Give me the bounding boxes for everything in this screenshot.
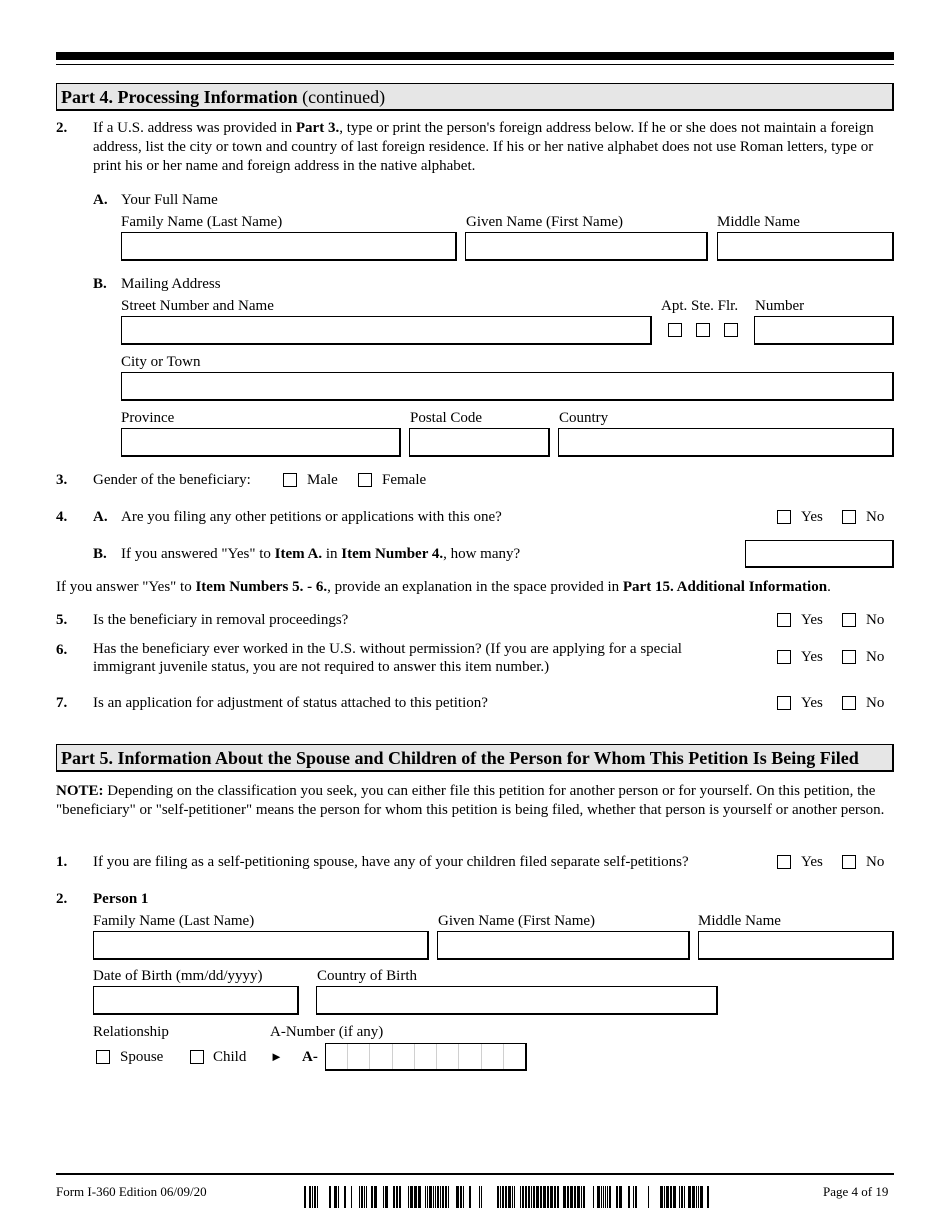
province-input[interactable] — [121, 428, 401, 457]
item4a-no-checkbox[interactable] — [842, 510, 856, 524]
item-number: 6. — [56, 642, 68, 658]
page-number: Page 4 of 19 — [823, 1184, 889, 1199]
gender-label: Gender of the beneficiary: — [93, 472, 251, 488]
no-label: No — [866, 612, 885, 628]
footer-rule — [56, 1173, 894, 1175]
street-label: Street Number and Name — [121, 298, 274, 314]
country-of-birth-label: Country of Birth — [317, 968, 417, 984]
item-number: 7. — [56, 695, 68, 711]
how-many-input[interactable] — [745, 540, 894, 568]
top-rule-thin — [56, 64, 894, 65]
street-input[interactable] — [121, 316, 652, 345]
part5-note: NOTE: Depending on the classification you seek, you can either file this petition for another person or for yourself. On this petition, the "beneficiary" or "self-petitioner" means the person for whom this petition is being filed, whether that person is yourself or another person. — [56, 783, 885, 818]
apt-ste-flr-label: Apt. Ste. Flr. — [661, 298, 739, 314]
city-label: City or Town — [121, 354, 201, 370]
explanation-note: If you answer "Yes" to Item Numbers 5. - 6., provide an explanation in the space provided in Part 15. Additional Information. — [56, 579, 831, 595]
yes-label: Yes — [801, 612, 823, 628]
item6-yes-checkbox[interactable] — [777, 650, 791, 664]
subitem-letter: A. — [93, 192, 108, 208]
item4a-question: Are you filing any other petitions or applications with this one? — [121, 509, 502, 525]
part5-item1-yes-checkbox[interactable] — [777, 855, 791, 869]
person-heading: Person 1 — [93, 891, 149, 907]
item-number: 5. — [56, 612, 68, 628]
middle-name-input[interactable] — [717, 232, 894, 261]
child-checkbox[interactable] — [190, 1050, 204, 1064]
form-edition: Form I-360 Edition 06/09/20 — [56, 1184, 207, 1199]
arrow-icon: ► — [270, 1049, 283, 1064]
a-prefix: A- — [302, 1049, 318, 1065]
no-label: No — [866, 649, 885, 665]
person1-country-of-birth-input[interactable] — [316, 986, 718, 1015]
barcode — [304, 1186, 712, 1208]
subitem-letter: B. — [93, 546, 107, 562]
part4-continued: (continued) — [297, 87, 386, 107]
given-name-label: Given Name (First Name) — [438, 913, 596, 929]
postal-code-input[interactable] — [409, 428, 550, 457]
yes-label: Yes — [801, 509, 823, 525]
item5-yes-checkbox[interactable] — [777, 613, 791, 627]
flr-checkbox[interactable] — [724, 323, 738, 337]
part5-header: Part 5. Information About the Spouse and Children of the Person for Whom This Petition Is Being Filed — [56, 744, 894, 772]
item7-question: Is an application for adjustment of status attached to this petition? — [93, 695, 488, 711]
part4-title: Part 4. Processing Information — [61, 87, 298, 107]
postal-code-label: Postal Code — [410, 410, 483, 426]
item7-yes-checkbox[interactable] — [777, 696, 791, 710]
male-label: Male — [307, 472, 338, 488]
relationship-label: Relationship — [93, 1024, 169, 1040]
middle-name-label: Middle Name — [698, 913, 781, 929]
full-name-heading: Your Full Name — [121, 192, 218, 208]
a-number-input[interactable] — [325, 1043, 527, 1071]
item2-instructions: If a U.S. address was provided in Part 3., type or print the person's foreign address below. If he or she does not maintain a foreign address, list the city or town and country of last foreign residence. If his or her native alphabet does not use Roman letters, type or print his or her name and foreign address in the native alphabet. — [93, 120, 874, 174]
spouse-checkbox[interactable] — [96, 1050, 110, 1064]
no-label: No — [866, 509, 885, 525]
part5-item1-question: If you are filing as a self-petitioning spouse, have any of your children filed separate self-petitions? — [93, 854, 689, 870]
item5-question: Is the beneficiary in removal proceedings? — [93, 612, 349, 628]
item-number: 1. — [56, 854, 68, 870]
top-rule-thick — [56, 52, 894, 60]
family-name-input[interactable] — [121, 232, 457, 261]
apt-checkbox[interactable] — [668, 323, 682, 337]
dob-label: Date of Birth (mm/dd/yyyy) — [93, 968, 263, 984]
male-checkbox[interactable] — [283, 473, 297, 487]
female-label: Female — [382, 472, 427, 488]
female-checkbox[interactable] — [358, 473, 372, 487]
item4a-yes-checkbox[interactable] — [777, 510, 791, 524]
no-label: No — [866, 695, 885, 711]
ste-checkbox[interactable] — [696, 323, 710, 337]
part5-item1-no-checkbox[interactable] — [842, 855, 856, 869]
item-number: 2. — [56, 891, 68, 907]
given-name-label: Given Name (First Name) — [466, 214, 624, 230]
middle-name-label: Middle Name — [717, 214, 800, 230]
item-number: 4. — [56, 509, 68, 525]
yes-label: Yes — [801, 695, 823, 711]
item4b-question: If you answered "Yes" to Item A. in Item Number 4., how many? — [121, 546, 521, 562]
person1-family-name-input[interactable] — [93, 931, 429, 960]
apt-number-input[interactable] — [754, 316, 894, 345]
item5-no-checkbox[interactable] — [842, 613, 856, 627]
item7-no-checkbox[interactable] — [842, 696, 856, 710]
mailing-address-heading: Mailing Address — [121, 276, 221, 292]
item6-no-checkbox[interactable] — [842, 650, 856, 664]
yes-label: Yes — [801, 854, 823, 870]
subitem-letter: B. — [93, 276, 107, 292]
person1-dob-input[interactable] — [93, 986, 299, 1015]
given-name-input[interactable] — [465, 232, 708, 261]
person1-given-name-input[interactable] — [437, 931, 690, 960]
child-label: Child — [213, 1049, 247, 1065]
number-label: Number — [755, 298, 805, 314]
item-number: 2. — [56, 120, 68, 136]
spouse-label: Spouse — [120, 1049, 164, 1065]
family-name-label: Family Name (Last Name) — [93, 913, 255, 929]
family-name-label: Family Name (Last Name) — [121, 214, 283, 230]
subitem-letter: A. — [93, 509, 108, 525]
person1-middle-name-input[interactable] — [698, 931, 894, 960]
item6-question: Has the beneficiary ever worked in the U.S. without permission? (If you are applying for a special immigrant juvenile status, you are not required to answer this item number.) — [93, 641, 682, 675]
no-label: No — [866, 854, 885, 870]
part4-header — [56, 83, 894, 111]
anumber-label: A-Number (if any) — [270, 1024, 384, 1040]
country-input[interactable] — [558, 428, 894, 457]
city-input[interactable] — [121, 372, 894, 401]
country-label: Country — [559, 410, 609, 426]
province-label: Province — [121, 410, 175, 426]
item-number: 3. — [56, 472, 68, 488]
yes-label: Yes — [801, 649, 823, 665]
